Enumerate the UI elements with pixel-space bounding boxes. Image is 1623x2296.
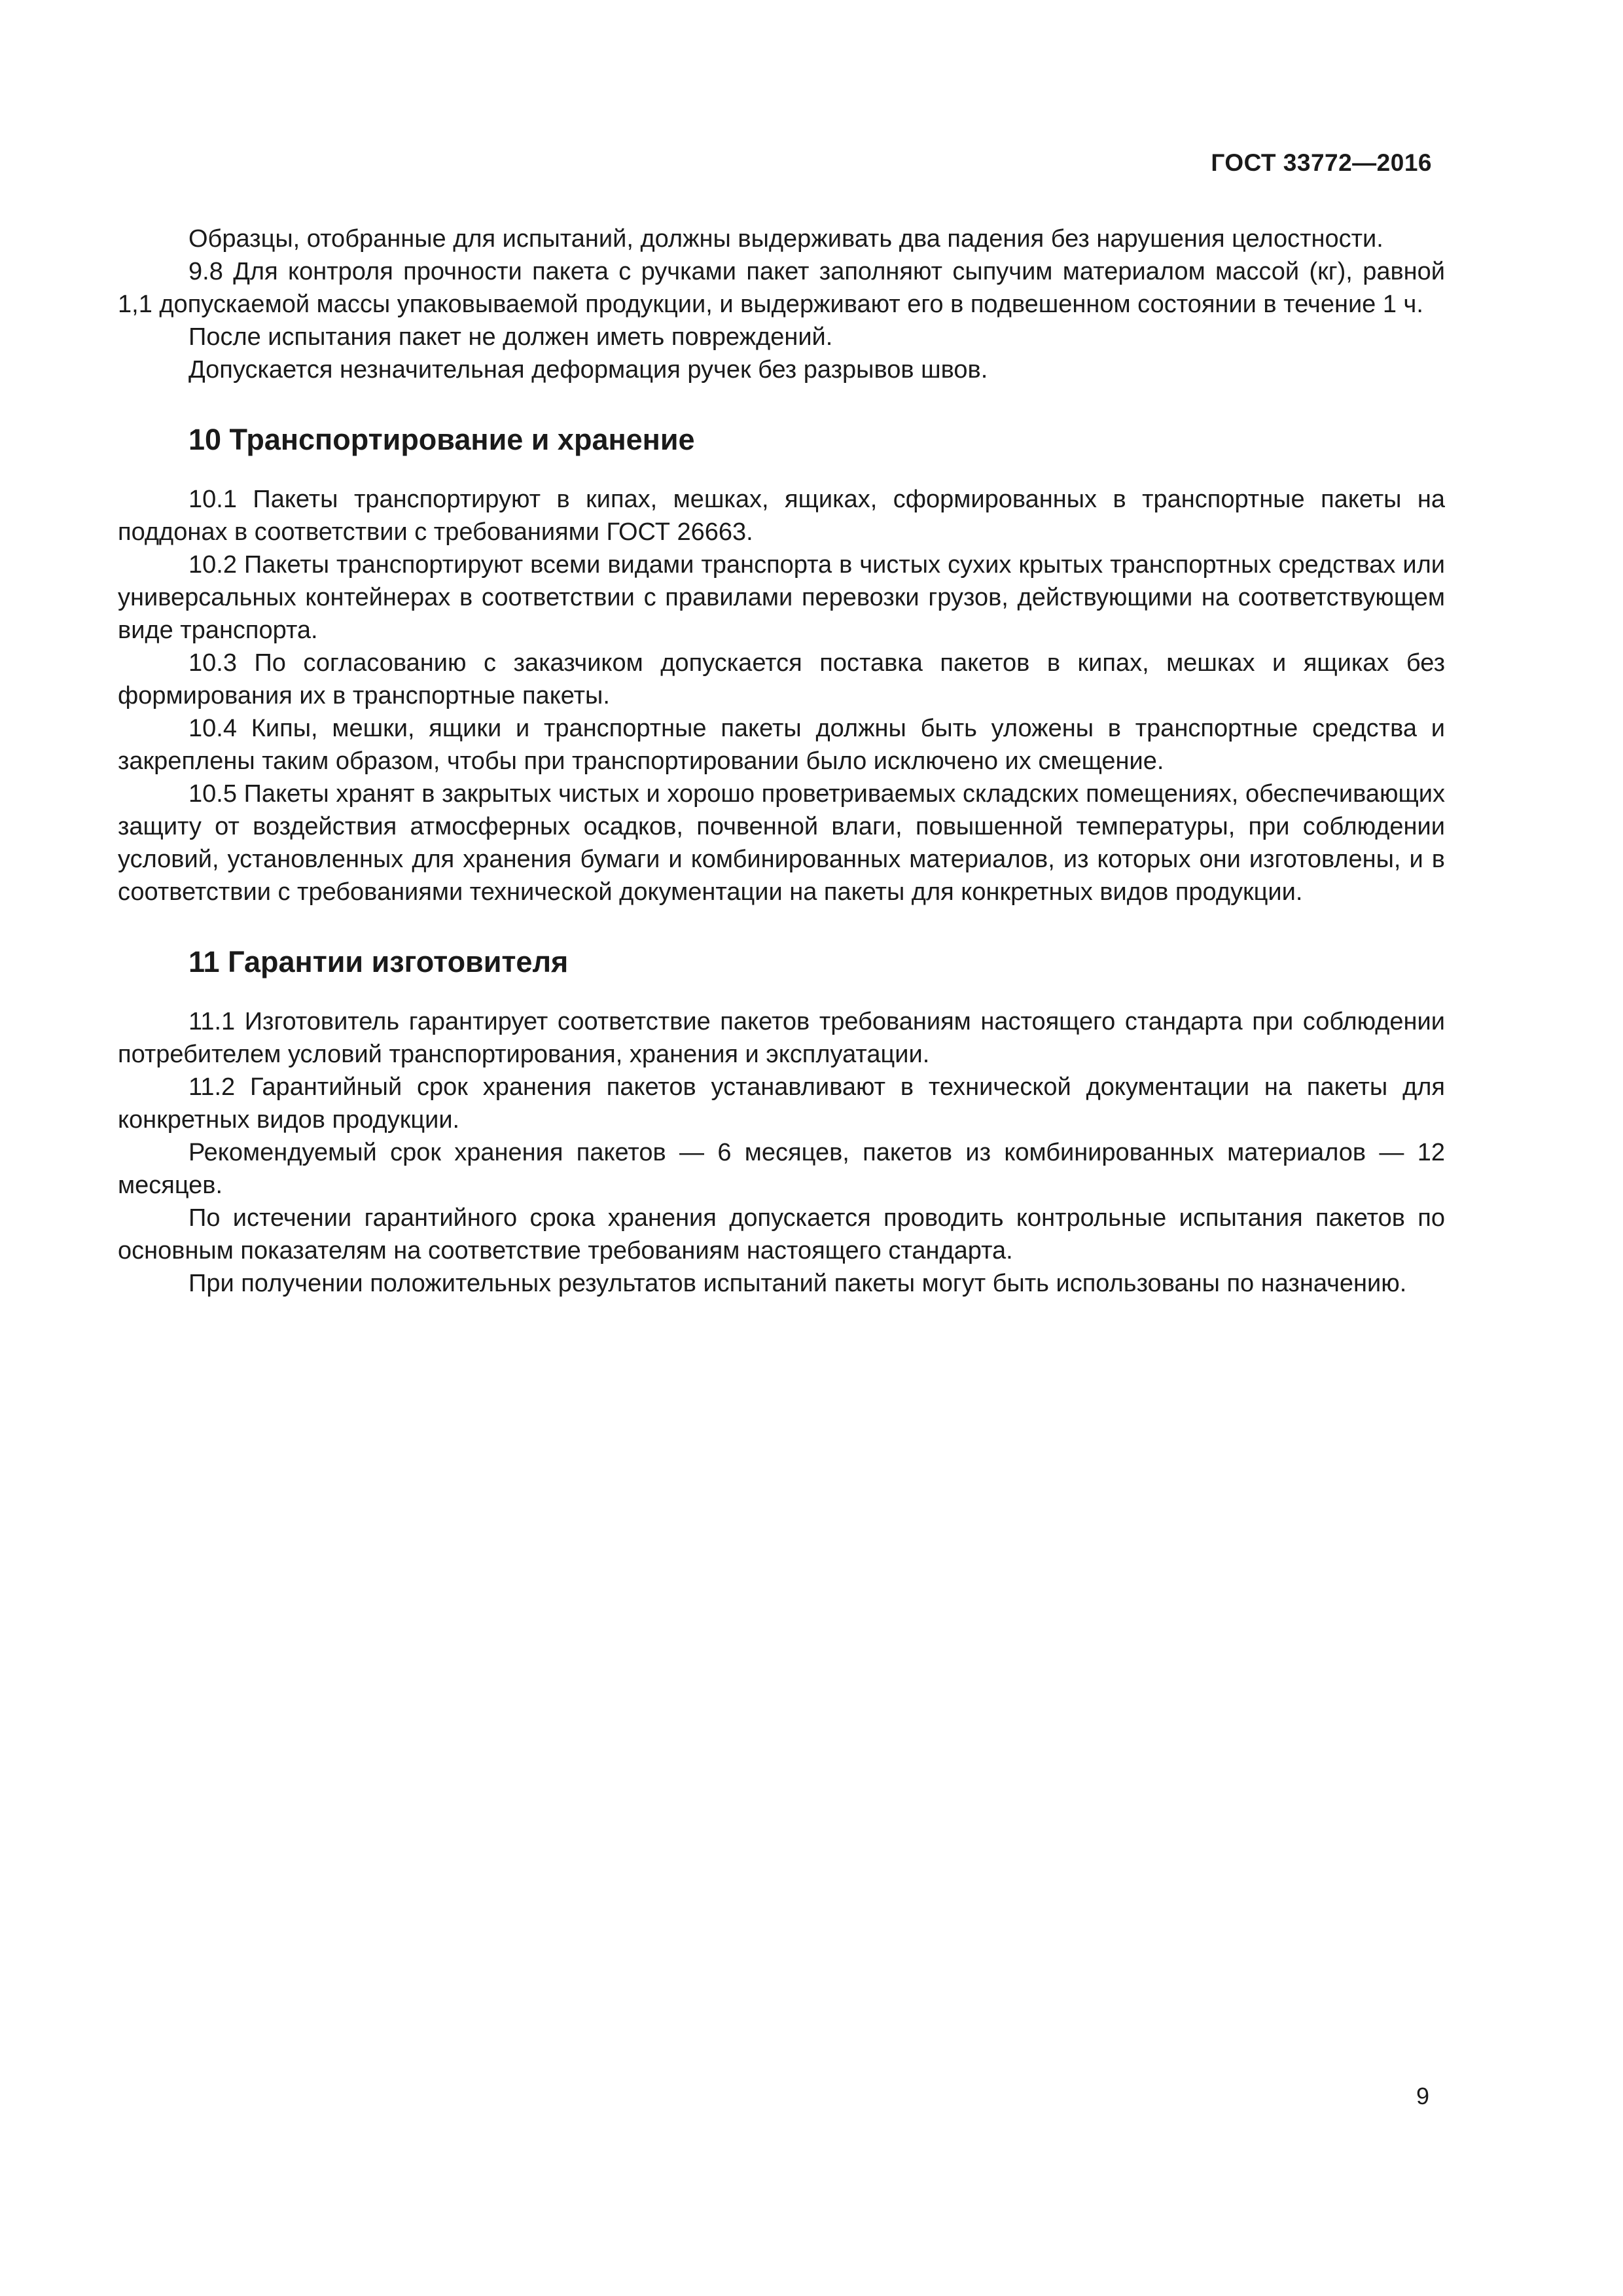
page-number: 9: [1416, 2083, 1429, 2109]
paragraph: При получении положительных результатов испытаний пакеты могут быть использованы по назначению.: [188, 1270, 1407, 1297]
paragraph: По истечении гарантийного срока хранения допускается проводить контрольные испытания пакетов по основным показателям на соответствие требованиям настоящего стандарта.: [118, 1204, 1445, 1265]
section-heading: 10 Транспортирование и хранение: [188, 423, 695, 456]
paragraph: После испытания пакет не должен иметь повреждений.: [188, 323, 833, 351]
paragraph: 10.1 Пакеты транспортируют в кипах, мешках, ящиках, сформированных в транспортные пакеты на поддонах в соответствии с требованиями ГОСТ 26663.: [118, 486, 1445, 546]
paragraph: 9.8 Для контроля прочности пакета с ручками пакет заполняют сыпучим материалом массой (кг), равной 1,1 допускаемой массы упаковываемой продукции, и выдерживают его в подвешенном состоянии в течение 1 ч.: [118, 258, 1445, 318]
paragraph: 10.3 По согласованию с заказчиком допускается поставка пакетов в кипах, мешках и ящиках без формирования их в транспортные пакеты.: [118, 649, 1445, 709]
spacer: [118, 908, 1445, 942]
page-body: [118, 223, 1445, 1300]
paragraph: 11.1 Изготовитель гарантирует соответствие пакетов требованиям настоящего стандарта при соблюдении потребителем условий транспортирования, хранения и эксплуатации.: [118, 1008, 1445, 1068]
section-heading: 11 Гарантии изготовителя: [188, 945, 569, 978]
spacer: [118, 459, 1445, 483]
paragraph: Рекомендуемый срок хранения пакетов — 6 месяцев, пакетов из комбинированных материалов — 12 месяцев.: [118, 1139, 1445, 1199]
paragraph: 10.2 Пакеты транспортируют всеми видами транспорта в чистых сухих крытых транспортных средствах или универсальных контейнерах в соответствии с правилами перевозки грузов, действующими на соответствующем виде транспорта.: [118, 551, 1445, 644]
paragraph: Допускается незначительная деформация ручек без разрывов швов.: [188, 356, 988, 384]
paragraph: 11.2 Гарантийный срок хранения пакетов устанавливают в технической документации на пакеты для конкретных видов продукции.: [118, 1073, 1445, 1134]
paragraph: 10.4 Кипы, мешки, ящики и транспортные пакеты должны быть уложены в транспортные средства и закреплены таким образом, чтобы при транспортировании было исключено их смещение.: [118, 715, 1445, 775]
paragraph: Образцы, отобранные для испытаний, должны выдерживать два падения без нарушения целостности.: [188, 225, 1383, 253]
spacer: [118, 386, 1445, 420]
paragraph: 10.5 Пакеты хранят в закрытых чистых и хорошо проветриваемых складских помещениях, обеспечивающих защиту от воздействия атмосферных осадков, почвенной влаги, повышенной температуры, при соблюдении условий, установленных для хранения бумаги и комбинированных материалов, из которых они изготовлены, и в соответствии с требованиями технической документации на пакеты для конкретных видов продукции.: [118, 780, 1445, 906]
document-code: ГОСТ 33772—2016: [1211, 149, 1432, 176]
spacer: [118, 982, 1445, 1005]
